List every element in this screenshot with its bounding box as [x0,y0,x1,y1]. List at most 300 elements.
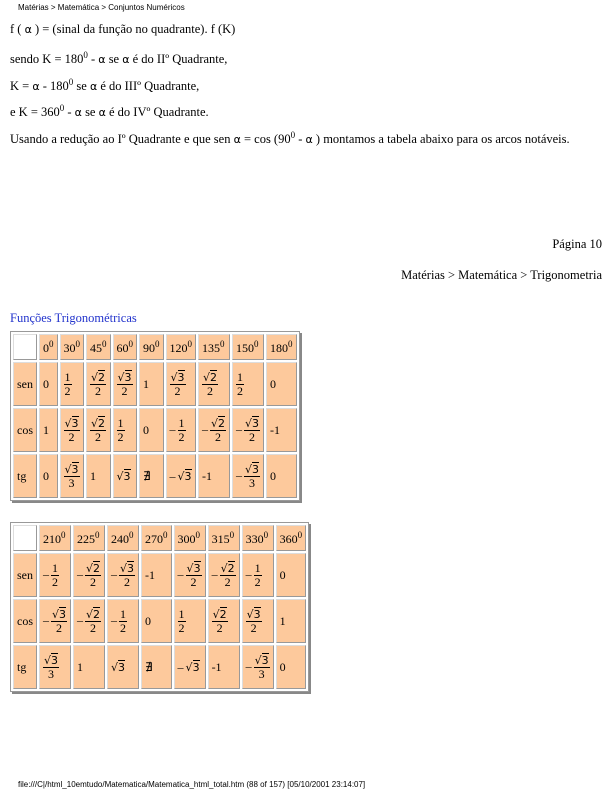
cell-value: 1 [143,376,149,391]
table-cell [276,645,307,689]
fraction [51,608,67,635]
fraction-denominator: 2 [249,429,256,444]
fraction [64,417,80,444]
sqrt-sign: √ [91,416,99,430]
sqrt-expression [111,660,125,674]
degree-mark: 0 [129,529,134,540]
sqrt-sign: √ [211,416,219,430]
fraction-numerator [64,417,80,431]
sqrt-sign: √ [186,561,194,575]
fraction-numerator: 1 [178,606,185,621]
radicand: 3 [71,416,79,430]
table-row [13,645,306,689]
angle-value: 45 [90,340,102,355]
fraction-denominator: 2 [250,620,257,635]
fraction [90,417,106,444]
angle-header [141,525,172,551]
angle-header [174,525,206,551]
radicand: 2 [219,607,227,621]
table-cell [242,645,274,689]
sqrt-sign: √ [120,561,128,575]
degree-mark: 0 [263,529,269,540]
table-row [13,599,306,643]
sqrt-expression [245,462,259,476]
table-cell [73,645,105,689]
fraction [117,417,125,444]
table-cell [166,454,197,498]
table-cell [107,599,139,643]
table-cell [39,599,71,643]
minus-sign: – [77,612,84,627]
sqrt-expression [65,462,79,476]
text-paragraph: Usando a redução ao Iº Quadrante e que sen $\alpha = \cos (90^0 - \alpha$ ) montamos a tabela abaixo para os arcos notáveis. [10,130,570,147]
degree-mark: 0 [75,338,80,349]
radicand: 3 [71,462,79,476]
trig-table-1 [10,331,300,501]
sqrt-expression [118,370,132,384]
table-cell [174,599,206,643]
fraction-numerator [85,608,101,622]
radicand: 3 [252,416,260,430]
angle-header [242,525,274,551]
fraction-numerator: 1 [117,415,124,430]
minus-sign: – [245,658,252,673]
table-cell [266,408,297,452]
cell-value: 1 [279,613,286,628]
sqrt-expression [91,370,105,384]
table-cell [232,454,264,498]
fraction-numerator [210,417,226,431]
row-label: tg [13,645,37,689]
table-cell [39,362,58,406]
table-header-row [13,525,306,551]
radicand: 3 [192,660,200,674]
sqrt-expression [52,607,66,621]
sqrt-sign: √ [203,370,211,384]
sqrt-sign: √ [86,561,94,575]
angle-value: 135 [202,340,220,355]
table-cell [174,645,206,689]
table-row [13,408,297,452]
radicand: 3 [124,370,132,384]
table-cell [73,553,105,597]
angle-header [73,525,105,551]
cell-value: -1 [270,422,281,437]
cell-value: 1 [90,468,96,483]
text-line-2: sendo $K = 180^0 - \alpha$ se α é do IIº Quadrante, [10,50,228,67]
table-cell [39,553,71,597]
cell-value: -1 [145,567,156,582]
text-line-1: f ( α ) = (sinal da função no quadrante). f (K) [10,22,236,36]
angle-header [107,525,139,551]
table-cell [39,408,58,452]
table-cell [198,408,230,452]
fraction-denominator: 2 [90,574,97,589]
fraction-numerator [90,371,106,385]
fraction [210,417,226,444]
minus-sign: – [111,566,118,581]
fraction [64,463,80,490]
fraction-numerator [244,463,260,477]
table-cell [276,553,307,597]
angle-value: 180 [270,340,289,355]
minus-sign: – [177,566,184,581]
angle-header [39,334,58,360]
angle-header [198,334,230,360]
cell-value: 1 [77,659,84,674]
fraction [64,371,72,398]
row-label: sen [13,553,37,597]
sqrt-expression [178,469,192,483]
fraction [254,562,262,589]
fraction-denominator: 2 [90,620,97,635]
fraction [119,608,127,635]
table-cell [174,553,206,597]
table-row [13,454,297,498]
trig-table-2 [10,522,309,692]
radicand: 2 [93,607,101,621]
fraction [186,562,202,589]
sqrt-expression [211,416,225,430]
radicand: 3 [261,653,269,667]
fraction [178,608,186,635]
table-cell [166,408,197,452]
sqrt-expression [44,653,58,667]
cell-value: 0 [143,422,149,437]
degree-mark: 0 [187,338,192,349]
table-cell [198,362,230,406]
minus-sign: – [236,467,243,482]
angle-value: 315 [211,531,230,546]
table-cell [39,645,71,689]
table-cell [86,408,111,452]
fraction [236,371,244,398]
fraction-numerator [117,371,133,385]
radicand: 3 [51,653,59,667]
sqrt-expression [91,416,105,430]
table-cell [242,553,274,597]
sqrt-sign: √ [91,370,99,384]
sqrt-sign: √ [170,370,178,384]
sqrt-expression [245,416,259,430]
fraction-denominator: 2 [190,574,197,589]
cell-value: 0 [270,376,277,391]
header-blank-cell [13,525,37,551]
sqrt-expression [120,561,134,575]
angle-header [39,525,71,551]
degree-mark: 0 [229,529,235,540]
page-breadcrumb: Matérias > Matemática > Trigonometria [401,268,602,282]
degree-mark: 0 [61,529,66,540]
fraction-numerator [186,562,202,576]
fraction [90,371,106,398]
sqrt-sign: √ [116,469,124,483]
fraction [85,562,101,589]
degree-mark: 0 [288,338,293,349]
minus-sign: – [236,421,243,436]
cell-value: -1 [211,659,222,674]
fraction-denominator: 2 [124,574,131,589]
table-header-row [13,334,297,360]
angle-value: 120 [169,340,188,355]
page-number: Página 10 [552,237,602,251]
row-label: cos [13,408,37,452]
angle-value: 270 [145,531,164,546]
sqrt-sign: √ [44,653,52,667]
sqrt-sign: √ [52,607,60,621]
degree-mark: 0 [155,338,160,349]
fraction-denominator: 2 [215,429,221,444]
table-cell [208,599,240,643]
cell-value: 0 [279,659,286,674]
fraction-numerator [220,562,236,576]
table-cell [266,362,297,406]
sqrt-sign: √ [64,416,72,430]
radicand: 2 [98,416,106,430]
sqrt-sign: √ [177,469,185,483]
degree-mark: 0 [95,529,100,540]
fraction-denominator: 2 [120,620,127,635]
fraction-denominator: 2 [237,383,244,398]
text-line-3: $K = \alpha - 180^0$ se α é do IIIº Quadrante, [10,77,200,94]
radicand: 3 [193,561,201,575]
row-label: cos [13,599,37,643]
fraction-numerator [212,608,228,622]
fraction-numerator [254,654,270,668]
fraction-denominator: 2 [95,383,101,398]
minus-sign: – [43,612,49,627]
angle-header [232,334,264,360]
fraction [244,463,260,490]
table-cell [141,553,172,597]
table-row [13,362,297,406]
fraction [43,654,59,681]
fraction [220,562,236,589]
sqrt-expression [86,607,100,621]
fraction-numerator [90,417,106,431]
sqrt-sign: √ [111,660,119,674]
sqrt-expression [65,416,79,430]
sqrt-expression [187,561,201,575]
fraction-numerator [170,371,186,385]
cell-value: 0 [270,468,277,483]
fraction-denominator: 2 [117,429,124,444]
cell-value: 0 [43,468,49,483]
fraction-denominator: 3 [249,475,256,490]
sqrt-expression [117,469,131,483]
fraction-numerator [85,562,101,576]
alpha-symbol: α [24,23,32,36]
radicand: 2 [218,416,226,430]
sqrt-expression [247,607,261,621]
radicand: 3 [177,370,185,384]
angle-header [266,334,297,360]
angle-value: 225 [77,531,96,546]
cell-value: -1 [202,468,212,483]
fraction-denominator: 2 [207,383,213,398]
degree-mark: 0 [195,529,201,540]
angle-header [86,334,111,360]
sqrt-expression [86,561,100,575]
sqrt-expression [203,370,217,384]
angle-value: 360 [279,531,298,546]
table-cell [113,362,138,406]
fraction-numerator [246,608,262,622]
fraction-numerator [51,608,67,622]
sqrt-sign: √ [86,607,94,621]
section-title: Funções Trigonométricas [10,311,137,325]
angle-value: 330 [245,531,264,546]
row-label: sen [13,362,37,406]
sqrt-sign: √ [185,660,193,674]
header-breadcrumb: Matérias > Matemática > Conjuntos Numéricos [18,3,185,12]
table-cell [113,454,138,498]
header-blank-cell [13,334,37,360]
minus-sign: – [77,566,84,581]
sqrt-sign: √ [254,653,262,667]
sqrt-sign: √ [220,561,228,575]
table-cell [113,408,138,452]
angle-value: 90 [143,340,155,355]
minus-sign: – [245,566,252,581]
sqrt-expression [221,561,235,575]
angle-value: 60 [116,340,129,355]
cell-value: 0 [43,376,49,391]
angle-header [208,525,240,551]
radicand: 2 [93,561,101,575]
radicand: 3 [59,607,67,621]
text-line-4: e $K = 360^0 - \alpha$ se α é do IVº Quadrante. [10,103,209,120]
table-cell [276,599,307,643]
fraction [202,371,218,398]
fraction-denominator: 2 [174,383,181,398]
fraction-numerator: 1 [64,369,71,384]
table-cell [139,454,164,498]
sqrt-expression [171,370,185,384]
cell-value: 0 [145,613,152,628]
table-cell [232,408,264,452]
angle-value: 0 [43,340,49,355]
fraction [117,371,133,398]
radicand: 2 [98,370,106,384]
angle-value: 300 [177,531,196,546]
fraction [254,654,270,681]
cell-value: 1 [43,422,49,437]
cell-value: ∄ [143,468,151,483]
sqrt-sign: √ [64,462,72,476]
degree-mark: 0 [102,338,107,349]
fraction-numerator [64,463,80,477]
fraction-numerator: 1 [237,369,244,384]
fraction-denominator: 2 [56,620,62,635]
minus-sign: – [169,468,176,483]
fraction-denominator: 2 [178,620,185,635]
table-cell [107,645,139,689]
fraction-numerator: 1 [52,560,58,575]
fraction-numerator: 1 [254,560,261,575]
fraction-denominator: 2 [68,429,75,444]
table-cell [166,362,197,406]
table-cell [141,645,172,689]
radicand: 3 [123,469,131,483]
angle-header [139,334,164,360]
fraction-numerator: 1 [178,415,185,430]
fraction-numerator [202,371,218,385]
radicand: 2 [210,370,218,384]
sqrt-sign: √ [212,607,220,621]
degree-mark: 0 [254,338,259,349]
footer-path: file:///C|/html_10emtudo/Matematica/Matematica_html_total.htm (88 of 157) [05/10/2001 23:14:07] [18,780,366,789]
fraction-denominator: 3 [48,666,54,681]
sqrt-sign: √ [245,416,253,430]
table-cell [86,454,111,498]
degree-mark: 0 [220,338,225,349]
cell-value: 0 [279,567,286,582]
table-cell [60,454,85,498]
sqrt-expression [255,653,269,667]
fraction-denominator: 2 [224,574,231,589]
angle-header [276,525,307,551]
angle-value: 210 [43,531,61,546]
fraction-denominator: 2 [121,383,128,398]
table-row [13,553,306,597]
radicand: 3 [252,462,260,476]
fraction-denominator: 3 [68,475,75,490]
radicand: 3 [127,561,135,575]
fraction-numerator [43,654,59,668]
degree-mark: 0 [297,529,303,540]
table-cell [198,454,230,498]
sqrt-sign: √ [246,607,254,621]
minus-sign: – [202,421,208,436]
fraction [246,608,262,635]
row-label: tg [13,454,37,498]
sqrt-expression [186,660,200,674]
fraction-denominator: 2 [64,383,71,398]
sqrt-sign: √ [245,462,253,476]
minus-sign: – [211,566,218,581]
table-cell [107,553,139,597]
fraction-denominator: 2 [254,574,261,589]
table-cell [73,599,105,643]
minus-sign: – [111,612,118,627]
table-cell [208,553,240,597]
sqrt-sign: √ [117,370,125,384]
degree-mark: 0 [163,529,168,540]
angle-value: 150 [236,340,255,355]
table-cell [232,362,264,406]
angle-value: 240 [111,531,130,546]
sqrt-expression [213,607,227,621]
minus-sign: – [43,566,49,581]
minus-sign: – [177,659,184,674]
radicand: 3 [253,607,261,621]
angle-header [113,334,138,360]
fraction [85,608,101,635]
table-cell [86,362,111,406]
degree-mark: 0 [128,338,133,349]
radicand: 3 [118,660,126,674]
fraction-denominator: 2 [216,620,223,635]
table-cell [208,645,240,689]
table-cell [266,454,297,498]
degree-mark: 0 [49,338,54,349]
angle-value: 30 [63,340,76,355]
fraction [51,562,59,589]
radicand: 3 [184,469,192,483]
table-cell [139,362,164,406]
fraction [119,562,135,589]
